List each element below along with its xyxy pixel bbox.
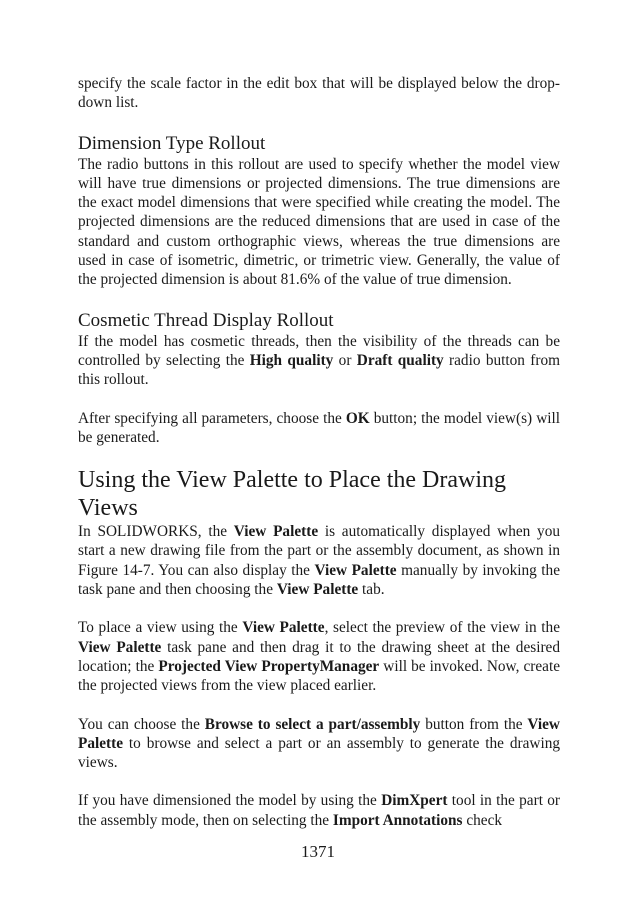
text-run: button from the — [420, 715, 528, 733]
bold-term: View Palette — [242, 619, 325, 637]
text-run: After specifying all parameters, choose the — [78, 409, 346, 427]
text-run: tool in the part or the assembly mode, then on selecting the — [78, 792, 561, 829]
text-run: In SOLIDWORKS, the — [78, 523, 234, 541]
text-run: check — [462, 811, 503, 829]
text-run: or — [333, 351, 357, 369]
bold-term: OK — [345, 409, 370, 427]
view-palette-paragraph-4 — [78, 791, 560, 830]
text-run: specify the scale factor in the edit box that will be displayed below the drop-down list. — [78, 75, 560, 112]
view-palette-paragraph-2 — [78, 618, 560, 695]
bold-term: View Palette — [276, 581, 359, 599]
text-run: radio button from this rollout. — [78, 351, 560, 389]
intro-paragraph — [78, 74, 560, 113]
text-run: You can choose the — [78, 715, 205, 733]
text-run: will be invoked. Now, create the projected views from the view placed earlier. — [78, 657, 560, 695]
bold-term: High quality — [249, 351, 334, 369]
page-content — [78, 74, 560, 830]
bold-term: Browse to select a part/assembly — [204, 715, 421, 733]
dimension-type-paragraph — [78, 155, 560, 290]
bold-term: View Palette — [233, 523, 319, 541]
cosmetic-thread-paragraph-1 — [78, 332, 560, 390]
view-palette-paragraph-1 — [78, 522, 560, 599]
text-run: is automatically displayed when you start a new drawing file from the part or the assembly document, as shown in Figure 14-7. You can also display the — [78, 523, 560, 579]
text-run: To place a view using the — [78, 619, 243, 637]
bold-term: DimXpert — [381, 792, 448, 810]
text-run: The radio buttons in this rollout are used to specify whether the model view will have true dimensions or projected dimensions. The true dimensions are the exact model dimensions that were specified while creating the model. The projected dimensions are the reduced dimensions that are used in case of the standard and custom orthographic views, whereas the true dimensions are used in case of isometric, dimetric, or trimetric view. Generally, the value of the projected dimension is about 81.6% of the value of true dimension. — [78, 155, 560, 289]
cosmetic-thread-paragraph-2 — [78, 409, 560, 448]
bold-term: Draft quality — [356, 351, 444, 369]
dimension-type-heading: Dimension Type Rollout — [78, 132, 266, 154]
bold-term: Import Annotations — [332, 811, 463, 829]
bold-term: Projected View PropertyManager — [158, 657, 380, 675]
text-run: If you have dimensioned the model by using the — [78, 792, 382, 810]
view-palette-paragraph-3 — [78, 715, 560, 773]
page-number: 1371 — [301, 842, 335, 861]
text-run: , select the preview of the view in the — [324, 619, 560, 637]
text-run: tab. — [358, 581, 385, 599]
bold-term: View Palette — [314, 561, 397, 579]
text-run: manually by invoking the task pane and then choosing the — [78, 561, 560, 599]
bold-term: View Palette — [78, 638, 162, 656]
bold-term: View Palette — [78, 715, 560, 752]
cosmetic-thread-heading: Cosmetic Thread Display Rollout — [78, 309, 334, 331]
view-palette-heading: Using the View Palette to Place the Drawing Views — [78, 467, 507, 522]
text-run: task pane and then drag it to the drawing sheet at the desired location; the — [78, 638, 560, 675]
text-run: button; the model view(s) will be generated. — [78, 409, 560, 446]
text-run: If the model has cosmetic threads, then the visibility of the threads can be controlled by selecting the — [78, 332, 560, 369]
text-run: to browse and select a part or an assembly to generate the drawing views. — [78, 734, 560, 772]
